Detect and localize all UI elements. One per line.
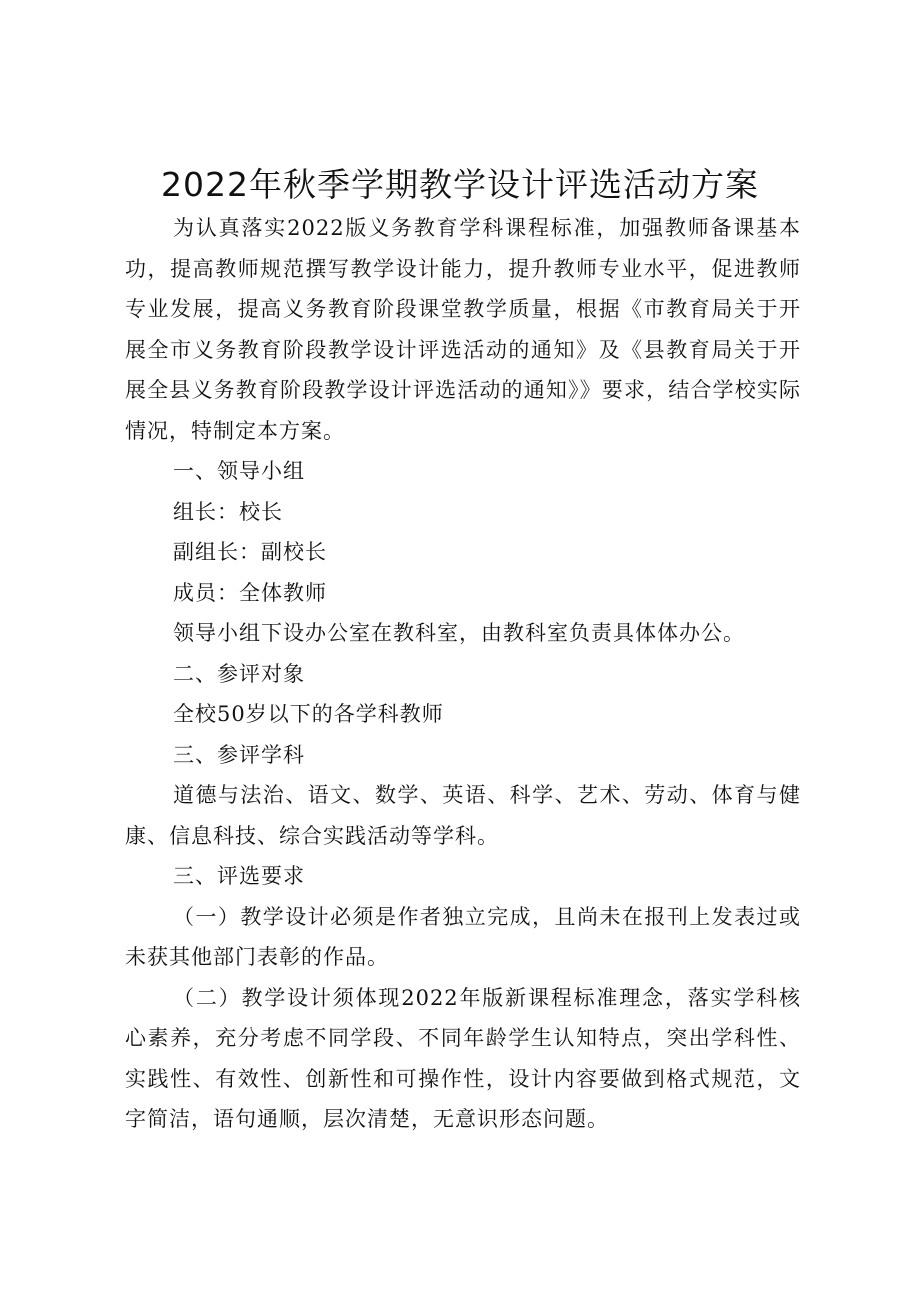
members-line: 成员：全体教师 [173,580,327,605]
deputy-leader-line: 副组长：副校长 [173,540,327,564]
participants-line: 全校50岁以下的各学科教师 [173,702,444,726]
intro-paragraph: 为认真落实2022版义务教育学科课程标准，加强教师备课基本功，提高教师规范撰写教学设计能力，提升教师专业水平，促进教师专业发展，提高义务教育阶段课堂教学质量，根据《市教育局关于开展全市义务教育阶段教学设计评选活动的通知》及《县教育局关于开展全县义务教育阶段教学设计评选活动的通知》》要求，结合学校实际情况，特制定本方案。 [125,216,801,443]
section-heading-participants: 二、参评对象 [173,661,305,686]
document-title: 2022年秋季学期教学设计评选活动方案 [161,165,759,204]
section-heading-requirements: 三、评选要求 [173,864,305,888]
section-heading-leadership: 一、领导小组 [173,459,305,483]
subjects-paragraph: 道德与法治、语文、数学、英语、科学、艺术、劳动、体育与健康、信息科技、综合实践活动等学科。 [125,783,801,848]
section-heading-subjects: 三、参评学科 [173,742,305,767]
leader-line: 组长：校长 [173,499,283,524]
office-line: 领导小组下设办公室在教科室，由教科室负责具体体办公。 [173,621,745,645]
requirement-two: （二）教学设计须体现2022年版新课程标准理念，落实学科核心素养，充分考虑不同学段、不同年龄学生认知特点，突出学科性、实践性、有效性、创新性和可操作性，设计内容要做到格式规范，文字简洁，语句通顺，层次清楚，无意识形态问题。 [125,985,801,1131]
document-body [125,208,801,1140]
requirement-one: （一）教学设计必须是作者独立完成，且尚未在报刊上发表过或未获其他部门表彰的作品。 [125,904,801,969]
